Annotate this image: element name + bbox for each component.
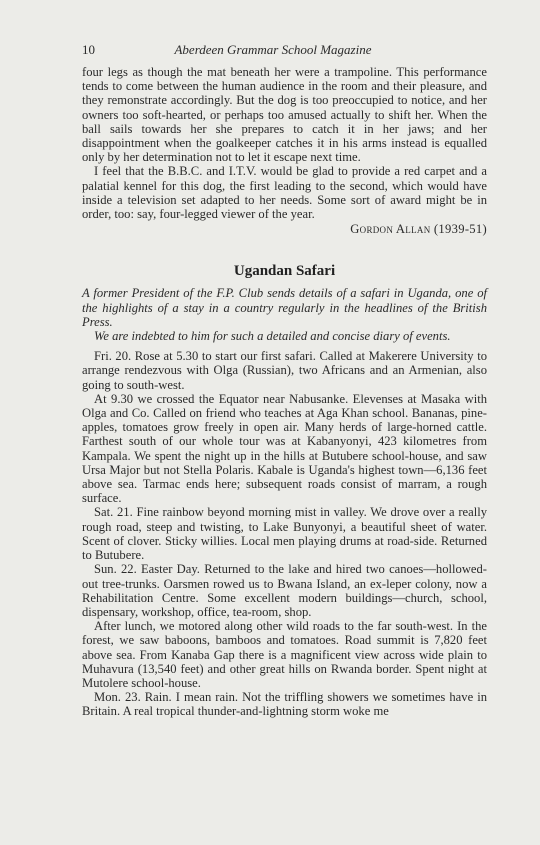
diary-paragraph: Mon. 23. Rain. I mean rain. Not the triffling showers we sometimes have in Britain. A real tropical thunder-and-lightning storm woke me bbox=[82, 690, 487, 719]
diary-paragraph: Sat. 21. Fine rainbow beyond morning mist in valley. We drove over a really rough road, steep and twisting, to Lake Bunyonyi, a beautiful sheet of water. Scent of clover. Sticky willies. Local men playing drums at road-side. Returned to Butubere. bbox=[82, 505, 487, 563]
article-intro-note: We are indebted to him for such a detailed and concise diary of events. bbox=[94, 329, 451, 344]
article-intro: A former President of the F.P. Club sends details of a safari in Uganda, one of the highlights of a stay in a country regularly in the headlines of the British Press. bbox=[82, 286, 487, 329]
previous-article-paragraph: I feel that the B.B.C. and I.T.V. would be glad to provide a red carpet and a palatial kennel for this dog, the first leading to the second, which would have inside a television set adapted to her needs. Some sort of award might be in order, too: say, four-legged viewer of the year. bbox=[82, 164, 487, 222]
diary-paragraph: Fri. 20. Rose at 5.30 to start our first safari. Called at Makerere University to arrange rendezvous with Olga (Russian), two Africans and an Armenian, also going to south-west. bbox=[82, 349, 487, 392]
article-title: Ugandan Safari bbox=[233, 263, 336, 280]
diary-paragraph: After lunch, we motored along other wild roads to the far south-west. In the forest, we saw baboons, bamboos and tomatoes. Road summit is 7,820 feet above sea. From Kanaba Gap there is a magnificent view across wide plain to Muhavura (13,540 feet) and other great hills on Rwanda border. Spent night at Mutolere school-house. bbox=[82, 619, 487, 690]
page-content bbox=[82, 65, 487, 719]
diary-paragraph: Sun. 22. Easter Day. Returned to the lake and hired two canoes—hollowed-out tree-trunks. Oarsmen rowed us to Bwana Island, an ex-leper colony, now a Rehabilitation Centre. Some excellent modern buildings—church, school, dispensary, workshop, office, tea-room, shop. bbox=[82, 562, 487, 619]
author-signature: Gordon Allan (1939-51) bbox=[350, 222, 487, 237]
diary-paragraph: At 9.30 we crossed the Equator near Nabusanke. Elevenses at Masaka with Olga and Co. Called on friend who teaches at Aga Khan school. Bananas, pine-apples, tomatoes grow freely in open air. Many herds of large-horned cattle. Farthest south of our whole tour was at Kabanyonyi, 423 kilometres from Kampala. We spent the night up in the hills at Butubere school-house, and saw Ursa Major but not Stella Polaris. Kabale is Uganda's highest town—6,136 feet above sea. Tarmac ends here; subsequent roads consist of marram, a rough surface. bbox=[82, 391, 487, 506]
page-number: 10 bbox=[82, 42, 95, 57]
previous-article-paragraph: four legs as though the mat beneath her were a trampoline. This performance tends to come between the human audience in the room and their pleasure, and they remonstrate accordingly. But the dog is too preoccupied to notice, and her owners too soft-hearted, or perhaps too amused actually to shift her. When the ball sails towards her she prepares to catch it in her jaws; and her disappointment when the goalkeeper catches it in his arms instead is equalled only by her determination not to let it escape next time. bbox=[82, 65, 487, 165]
running-head bbox=[82, 40, 464, 60]
journal-title: Aberdeen Grammar School Magazine bbox=[174, 42, 372, 57]
